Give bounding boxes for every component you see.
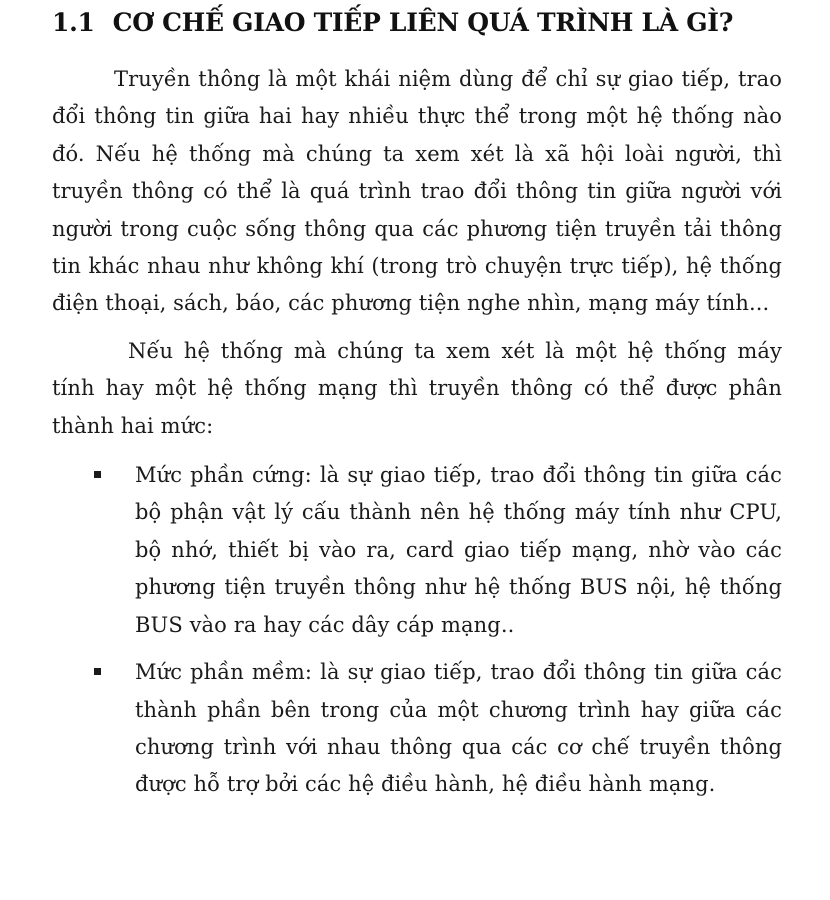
square-bullet-icon (94, 668, 101, 675)
section-title: CƠ CHẾ GIAO TIẾP LIÊN QUÁ TRÌNH LÀ GÌ? (112, 8, 734, 37)
bullet-item-software (52, 654, 782, 804)
bullet-list (52, 457, 782, 804)
paragraph-levels: Nếu hệ thống mà chúng ta xem xét là một hệ thống máy tính hay một hệ thống mạng thì truyền thông có thể được phân thành hai mức: (52, 338, 782, 438)
section-number: 1.1 (52, 8, 95, 37)
paragraph-intro: Truyền thông là một khái niệm dùng để chỉ sự giao tiếp, trao đổi thông tin giữa hai hay nhiều thực thể trong một hệ thống nào đó. Nếu hệ thống mà chúng ta xem xét là xã hội loài người, thì truyền thông có thể là quá trình trao đổi thông tin giữa người với người trong cuộc sống thông qua các phương tiện truyền tải thông tin khác nhau như không khí (trong trò chuyện trực tiếp), hệ thống điện thoại, sách, báo, các phương tiện nghe nhìn, mạng máy tính... (52, 67, 782, 316)
bullet-text-hardware: Mức phần cứng: là sự giao tiếp, trao đổi thông tin giữa các bộ phận vật lý cấu thành nên hệ thống máy tính như CPU, bộ nhớ, thiết bị vào ra, card giao tiếp mạng, nhờ vào các phương tiện truyền thông như hệ thống BUS nội, hệ thống BUS vào ra hay các dây cáp mạng.. (135, 463, 782, 637)
section-heading (52, 8, 782, 37)
bullet-text-software: Mức phần mềm: là sự giao tiếp, trao đổi thông tin giữa các thành phần bên trong của một chương trình hay giữa các chương trình với nhau thông qua các cơ chế truyền thông được hỗ trợ bởi các hệ điều hành, hệ điều hành mạng. (135, 660, 782, 797)
bullet-item-hardware (52, 457, 782, 644)
square-bullet-icon (94, 471, 101, 478)
